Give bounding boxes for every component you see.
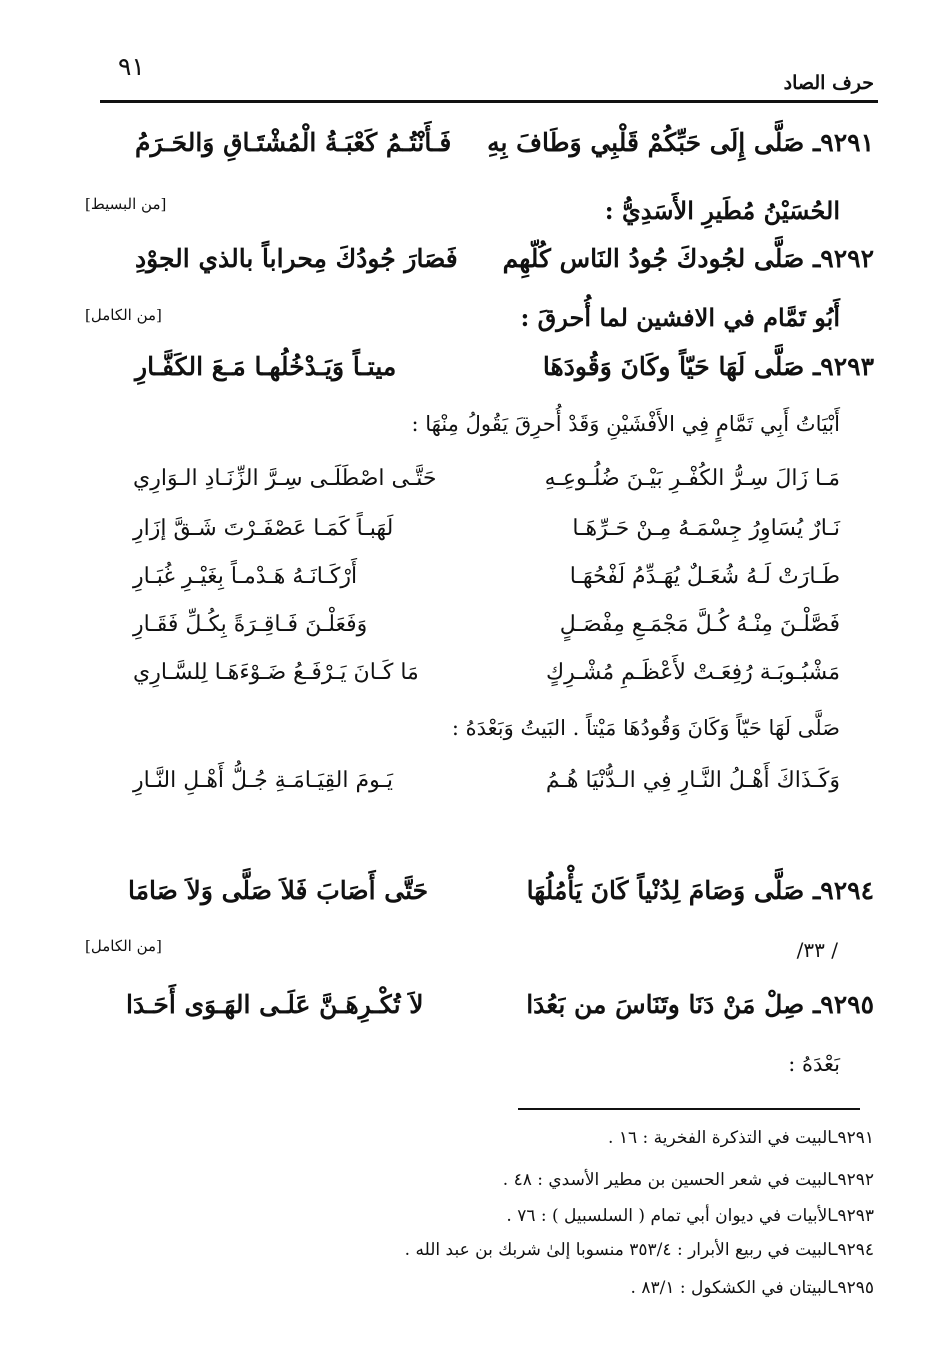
hemistich-right: صَلَّى لجُودكَ جُودُ النَاس كُلّهِم [502,244,805,273]
hemistich-right: صَلَّى إِلَى حَبِّكُمْ قَلْبِي وَطَافَ بِهِ [487,128,805,157]
verse-9292-left: فَصَارَ جُودُكَ مِحراباً بالذي الجوْدِ [135,244,458,273]
quoted-verse-3-left: أَرْكَـانَـهُ هَـدْمـاً بِغَيْـرِ غُبَـارِ [133,564,358,589]
hemistich-right: صِلْ مَنْ دَنَا وتَنَاسَ من بَعُدَا [526,990,805,1019]
after-verse-left: يَـومَ القِيَـامَـةِ جُـلُّ أَهْـلِ النَّـارِ [133,768,394,793]
verse-9292-right: ٩٢٩٢ـ صَلَّى لجُودكَ جُودُ النَاس كُلّهِم [502,244,874,273]
quoted-verse-4-left: وَفَعَلْـنَ فَـاقِـرَةً بِكُـلِّ فَقَـارِ [133,612,368,637]
verse-9294-left: حَتَّى أَصَابَ فَلاَ صَلَّى وَلاَ صَامَا [128,876,429,905]
poet-line-9293: أَبُو تَمَّام في الافشين لما أُحرقَ : [520,303,840,332]
verse-9295-left: لاَ تُكْـرِهَـنَّ عَلَـى الهَـوَى أَحَـدَا [126,990,424,1019]
header-rule [100,100,878,103]
meter-label-9292: [من البسيط] [85,195,167,213]
verse-9291-left: فَـأَنْتُـمُ كَعْبَـةُ الْمُشْتَـاقِ وَالحَـرَمُ [135,128,452,157]
quoted-verse-1-left: حَتَّـى اصْطَلَـى سِـرَّ الزِّنَـادِ الـوَارِي [133,466,437,491]
footnote-9292: ٩٢٩٢ـالبيت في شعر الحسين بن مطير الأسدي : ٤٨ . [502,1170,874,1190]
quoted-verse-5-right: مَشْبُـوبَـة رُفِعَـتْ لأَعْظَـمِ مُشْـرِكٍ [546,660,840,685]
footnote-9291: ٩٢٩١ـالبيت في التذكرة الفخرية : ١٦ . [608,1128,874,1148]
verse-9295-right: ٩٢٩٥ـ صِلْ مَنْ دَنَا وتَنَاسَ من بَعُدَا [526,990,874,1019]
after-verse-right: وَكَـذَاكَ أَهْـلُ النَّـارِ فِي الـدُّنْيَا هُـمُ [545,768,840,793]
footnote-rule [518,1108,860,1110]
quoted-verse-2-left: لَهَبـاً كَمَـا عَصْفَـرْتَ شَـقَّ إزَارِ [133,516,394,541]
entry-number: ٩٢٩١ [820,128,874,157]
footnote-9295: ٩٢٩٥ـالبيتان في الكشكول : ٨٣/١ . [630,1278,874,1298]
entry-number: ٩٢٩٣ [820,352,874,381]
poet-line-9292: الحُسَيْنُ مُطَيرِ الأَسَدِيُّ : [604,196,840,225]
entry-number: ٩٢٩٤ [820,876,874,905]
quoted-verse-4-right: فَصَّلْـنَ مِنْـهُ كُـلَّ مَجْمَـعِ مِفْصَـلٍ [559,612,840,637]
entry-number: ٩٢٩٥ [820,990,874,1019]
intro-text: أَبْيَاتُ أَبِي تَمَّامٍ فِي الأَفْشَيْنِ وَقَدْ أُحرِقَ يَقُولُ مِنْهَا : [411,412,840,436]
verse-9294-right: ٩٢٩٤ـ صَلَّى وَصَامَ لِدُنْياً كَانَ يَأْمُلُهَا [526,876,874,905]
quoted-verse-3-right: طَـارَتْ لَـهُ شُعَـلٌ يُهَـدِّمُ لَفْحُهَـا [569,564,840,589]
entry-number: ٩٢٩٢ [820,244,874,273]
verse-9293-right: ٩٢٩٣ـ صَلَّى لَهَا حَيّاً وكَانَ وَقُودَهَا [542,352,874,381]
footnote-9293: ٩٢٩٣ـالأبيات في ديوان أبي تمام ( السلسبيل ) : ٧٦ . [506,1206,874,1226]
hemistich-right: صَلَّى لَهَا حَيّاً وكَانَ وَقُودَهَا [542,352,805,381]
quoted-verse-2-right: نَـارٌ يُسَاوِرُ جِسْمَـهُ مِـنْ حَـرِّهَـا [572,516,840,541]
chapter-title: حرف الصاد [783,72,874,94]
footnote-9294: ٩٢٩٤ـالبيت في ربيع الأبرار : ٣٥٣/٤ منسوبا إلىٰ شربك بن عبد الله . [404,1240,874,1260]
quoted-verse-1-right: مَـا زَالَ سِـرُّ الكُفْـرِ بَيْـنَ ضُلُـوعِـهِ [544,466,840,491]
volume-ref: / ٣٣/ [796,938,838,962]
verse-9293-left: ميتـاً وَيَـدْخُلُهـا مَـعَ الكَفَّـارِ [135,352,397,381]
hemistich-right: صَلَّى وَصَامَ لِدُنْياً كَانَ يَأْمُلُهَا [526,876,805,905]
page-number: ٩١ [118,52,145,81]
meter-label-9295: [من الكامل] [85,937,162,955]
continuation-text: بَعْدَهُ : [788,1052,840,1076]
meter-label-9293: [من الكامل] [85,306,162,324]
verse-9291-right: ٩٢٩١ـ صَلَّى إِلَى حَبِّكُمْ قَلْبِي وَطَافَ بِهِ [487,128,874,157]
quoted-verse-5-left: مَا كَـانَ يَـرْفَـعُ ضَـوْءَهَـا لِلسَّـارِي [133,660,419,685]
outro-text: صَلَّى لَهَا حَيّاً وَكَانَ وَقُودُهَا مَيْتاً . البَيتُ وَبَعْدَهُ : [451,716,840,740]
